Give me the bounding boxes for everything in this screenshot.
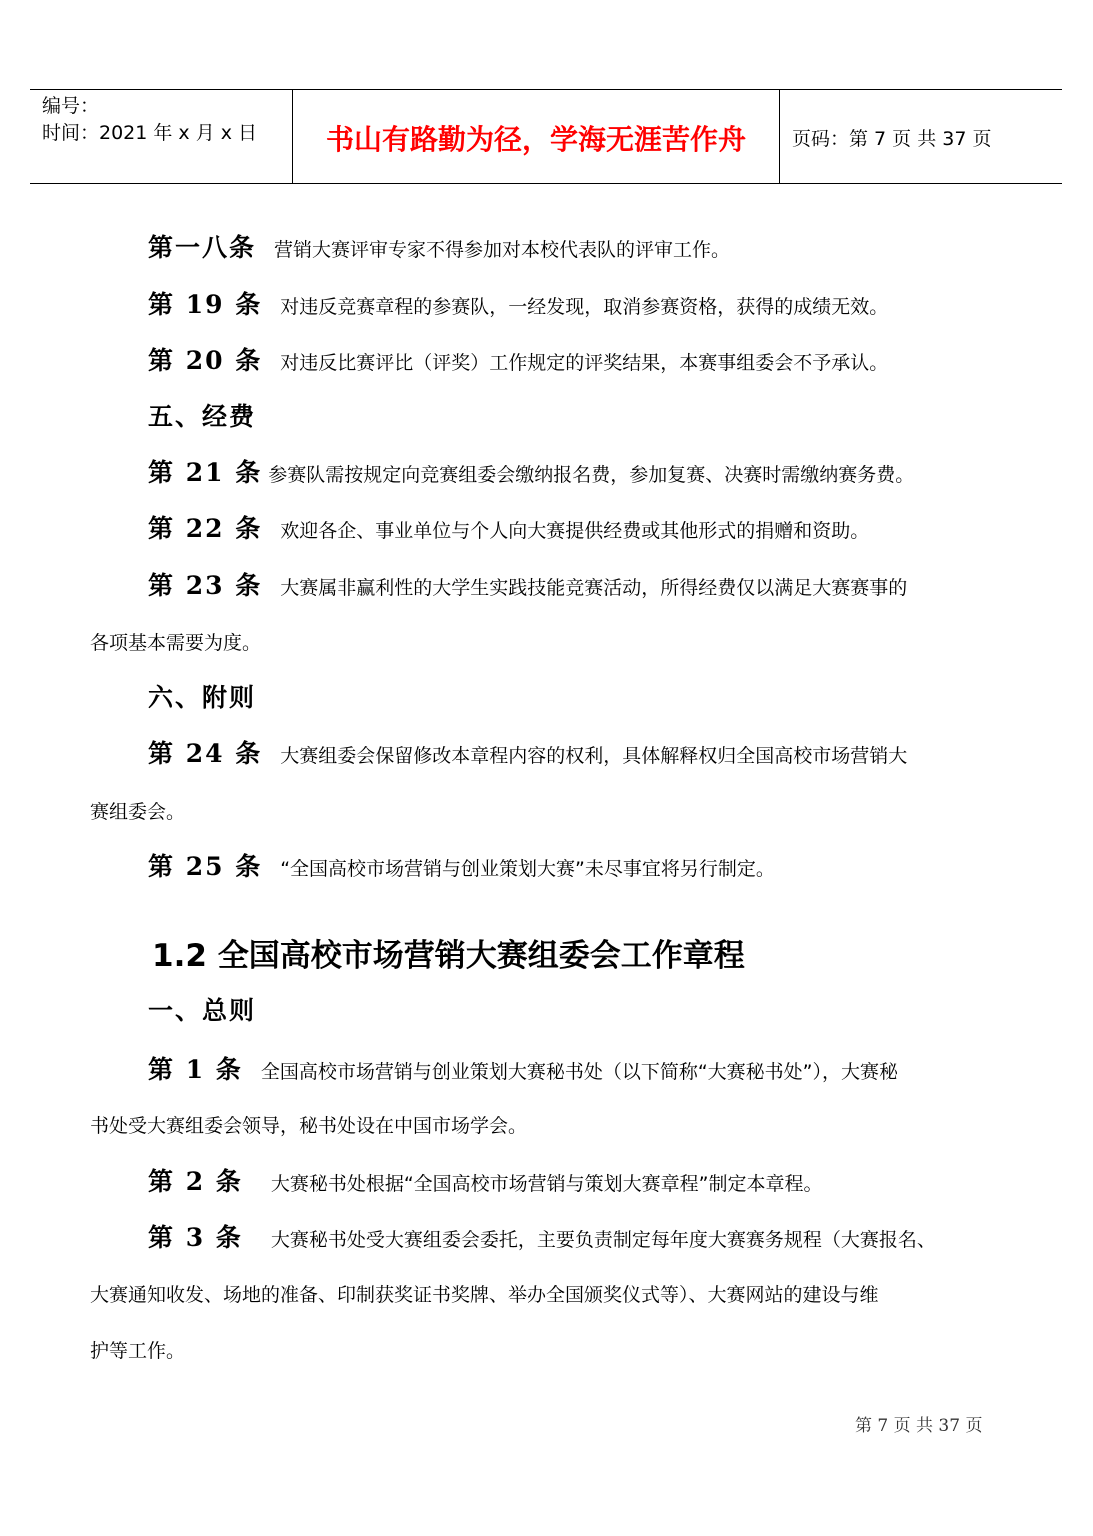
- document-time-label: 时间：2021 年 x 月 x 日: [42, 122, 258, 144]
- article-label: 第一八条: [148, 233, 257, 262]
- chapter-title: 1.2 全国高校市场营销大赛组委会工作章程: [152, 938, 745, 974]
- article-21: [148, 453, 914, 489]
- article-23: [148, 566, 907, 602]
- article-24-continuation: 赛组委会。: [90, 801, 186, 823]
- article-19: [148, 285, 888, 321]
- header-meta: [42, 93, 292, 147]
- article-text: 参赛队需按规定向竞赛组委会缴纳报名费，参加复赛、决赛时需缴纳赛务费。: [268, 464, 915, 486]
- article-label: 第 3 条: [148, 1223, 243, 1252]
- article-label: 第 1 条: [148, 1055, 243, 1084]
- article-24: [148, 734, 907, 770]
- article-22: [148, 509, 869, 545]
- article-text: 营销大赛评审专家不得参加对本校代表队的评审工作。: [274, 239, 731, 261]
- article-23-continuation: 各项基本需要为度。: [90, 632, 262, 654]
- article-b3: [148, 1218, 936, 1254]
- section-heading-general: 一、总则: [148, 996, 257, 1025]
- article-label: 第 21 条: [148, 458, 263, 487]
- article-b3-continuation-2: 护等工作。: [90, 1340, 186, 1362]
- article-20: [148, 341, 888, 377]
- article-b1-continuation: 书处受大赛组委会领导，秘书处设在中国市场学会。: [90, 1115, 528, 1137]
- article-label: 第 19 条: [148, 290, 263, 319]
- article-label: 第 24 条: [148, 739, 263, 768]
- article-text: 对违反比赛评比（评奖）工作规定的评奖结果，本赛事组委会不予承认。: [280, 352, 889, 374]
- header-divider: [779, 90, 780, 183]
- article-text: 全国高校市场营销与创业策划大赛秘书处（以下简称“大赛秘书处”），大赛秘: [260, 1061, 899, 1083]
- article-label: 第 25 条: [148, 852, 263, 881]
- article-text: 大赛秘书处受大赛组委会委托，主要负责制定每年度大赛赛务规程（大赛报名、: [270, 1229, 936, 1251]
- article-text: 对违反竞赛章程的参赛队，一经发现，取消参赛资格，获得的成绩无效。: [280, 296, 889, 318]
- page-header: [30, 89, 1062, 184]
- article-25: [148, 847, 775, 883]
- article-b3-continuation: 大赛通知收发、场地的准备、印制获奖证书奖牌、举办全国颁奖仪式等）、大赛网站的建设与维: [90, 1284, 879, 1306]
- article-label: 第 20 条: [148, 346, 263, 375]
- article-label: 第 22 条: [148, 514, 263, 543]
- article-b2: [148, 1162, 823, 1198]
- article-text: “全国高校市场营销与创业策划大赛”未尽事宜将另行制定。: [280, 858, 775, 880]
- header-page-info: 页码：第 7 页 共 37 页: [792, 128, 992, 150]
- page-footer: 第 7 页 共 37 页: [855, 1416, 983, 1436]
- article-b1: [148, 1050, 898, 1086]
- document-number-label: 编号：: [42, 95, 100, 117]
- section-heading-appendix: 六、附则: [148, 683, 257, 712]
- header-motto: 书山有路勤为径，学海无涯苦作舟: [325, 123, 746, 156]
- article-text: 大赛秘书处根据“全国高校市场营销与策划大赛章程”制定本章程。: [270, 1173, 823, 1195]
- section-heading-funding: 五、经费: [148, 402, 257, 431]
- article-label: 第 23 条: [148, 571, 263, 600]
- article-text: 大赛组委会保留修改本章程内容的权利，具体解释权归全国高校市场营销大: [280, 745, 908, 767]
- article-18: [148, 228, 730, 264]
- article-label: 第 2 条: [148, 1167, 243, 1196]
- article-text: 大赛属非赢利性的大学生实践技能竞赛活动，所得经费仅以满足大赛赛事的: [280, 577, 908, 599]
- article-text: 欢迎各企、事业单位与个人向大赛提供经费或其他形式的捐赠和资助。: [280, 520, 870, 542]
